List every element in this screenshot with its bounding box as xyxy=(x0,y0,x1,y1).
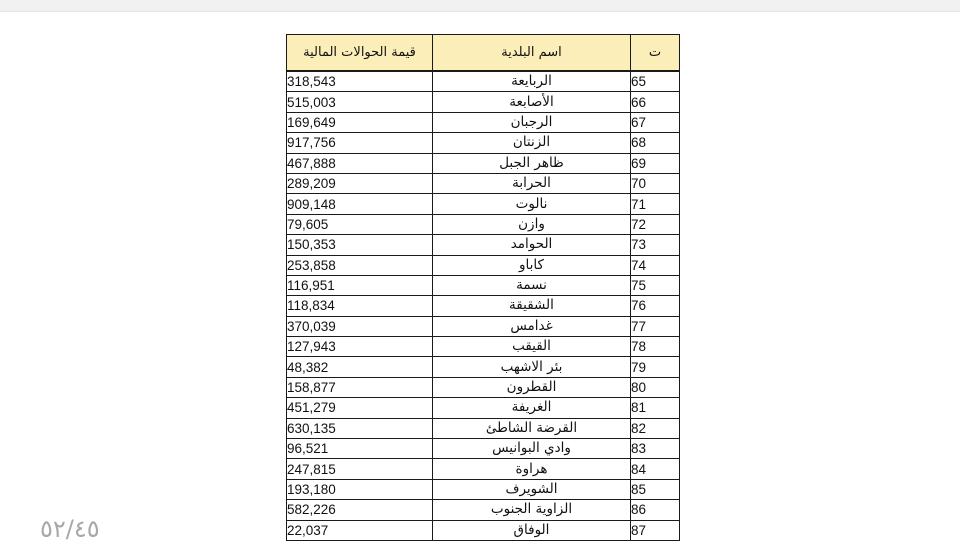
table-row xyxy=(287,520,680,540)
row-number-cell: 73 xyxy=(631,235,680,255)
municipality-name-cell: كاباو xyxy=(433,255,631,275)
transfer-value-cell: 289,209 xyxy=(287,173,433,193)
table-row xyxy=(287,316,680,336)
row-number-cell: 84 xyxy=(631,459,680,479)
table-row xyxy=(287,275,680,295)
header-transfer-value: قيمة الحوالات المالية xyxy=(287,35,433,72)
row-number-cell: 66 xyxy=(631,92,680,112)
transfers-table xyxy=(286,34,680,541)
transfer-value-cell: 79,605 xyxy=(287,214,433,234)
row-number-cell: 76 xyxy=(631,296,680,316)
municipality-name-cell: الحرابة xyxy=(433,173,631,193)
row-number-cell: 72 xyxy=(631,214,680,234)
row-number-cell: 81 xyxy=(631,398,680,418)
transfer-value-cell: 630,135 xyxy=(287,418,433,438)
table-row xyxy=(287,71,680,92)
top-strip xyxy=(0,0,960,12)
transfer-value-cell: 22,037 xyxy=(287,520,433,540)
municipality-name-cell: الشويرف xyxy=(433,479,631,499)
municipality-name-cell: الربايعة xyxy=(433,71,631,92)
row-number-cell: 80 xyxy=(631,377,680,397)
table-row xyxy=(287,418,680,438)
municipality-name-cell: الحوامد xyxy=(433,235,631,255)
row-number-cell: 75 xyxy=(631,275,680,295)
transfer-value-cell: 150,353 xyxy=(287,235,433,255)
municipality-name-cell: الشقيقة xyxy=(433,296,631,316)
table-row xyxy=(287,235,680,255)
municipality-name-cell: الأصابعة xyxy=(433,92,631,112)
table-row xyxy=(287,255,680,275)
table-row xyxy=(287,173,680,193)
row-number-cell: 67 xyxy=(631,112,680,132)
transfer-value-cell: 253,858 xyxy=(287,255,433,275)
row-number-cell: 82 xyxy=(631,418,680,438)
municipality-name-cell: وازن xyxy=(433,214,631,234)
municipality-name-cell: القرضة الشاطئ xyxy=(433,418,631,438)
transfer-value-cell: 127,943 xyxy=(287,337,433,357)
row-number-cell: 86 xyxy=(631,500,680,520)
transfer-value-cell: 917,756 xyxy=(287,133,433,153)
row-number-cell: 78 xyxy=(631,337,680,357)
header-municipality-name: اسم البلدية xyxy=(433,35,631,72)
row-number-cell: 69 xyxy=(631,153,680,173)
transfer-value-cell: 909,148 xyxy=(287,194,433,214)
row-number-cell: 71 xyxy=(631,194,680,214)
transfer-value-cell: 370,039 xyxy=(287,316,433,336)
table-row xyxy=(287,377,680,397)
row-number-cell: 85 xyxy=(631,479,680,499)
transfer-value-cell: 467,888 xyxy=(287,153,433,173)
transfer-value-cell: 193,180 xyxy=(287,479,433,499)
table-row xyxy=(287,459,680,479)
municipality-name-cell: الغريفة xyxy=(433,398,631,418)
municipality-name-cell: الوفاق xyxy=(433,520,631,540)
table-row xyxy=(287,112,680,132)
transfer-value-cell: 96,521 xyxy=(287,439,433,459)
transfer-value-cell: 451,279 xyxy=(287,398,433,418)
row-number-cell: 79 xyxy=(631,357,680,377)
transfer-value-cell: 118,834 xyxy=(287,296,433,316)
municipality-name-cell: بئر الاشهب xyxy=(433,357,631,377)
municipality-name-cell: القطرون xyxy=(433,377,631,397)
page-number: ٥٢/٤٥ xyxy=(40,515,100,543)
transfer-value-cell: 515,003 xyxy=(287,92,433,112)
table-row xyxy=(287,133,680,153)
table-row xyxy=(287,357,680,377)
table-row xyxy=(287,296,680,316)
municipality-name-cell: غدامس xyxy=(433,316,631,336)
transfer-value-cell: 169,649 xyxy=(287,112,433,132)
table-row xyxy=(287,153,680,173)
header-number: ت xyxy=(631,35,680,72)
row-number-cell: 83 xyxy=(631,439,680,459)
table-row xyxy=(287,194,680,214)
table-row xyxy=(287,214,680,234)
municipality-name-cell: الزاوية الجنوب xyxy=(433,500,631,520)
row-number-cell: 77 xyxy=(631,316,680,336)
municipality-name-cell: هراوة xyxy=(433,459,631,479)
transfer-value-cell: 48,382 xyxy=(287,357,433,377)
row-number-cell: 74 xyxy=(631,255,680,275)
municipality-name-cell: القيقب xyxy=(433,337,631,357)
municipality-name-cell: وادي البوانيس xyxy=(433,439,631,459)
table-row xyxy=(287,92,680,112)
municipality-name-cell: نسمة xyxy=(433,275,631,295)
transfer-value-cell: 158,877 xyxy=(287,377,433,397)
transfer-value-cell: 116,951 xyxy=(287,275,433,295)
table-body xyxy=(287,71,680,540)
row-number-cell: 87 xyxy=(631,520,680,540)
municipality-name-cell: نالوت xyxy=(433,194,631,214)
municipality-name-cell: الزنتان xyxy=(433,133,631,153)
table-row xyxy=(287,337,680,357)
transfer-value-cell: 582,226 xyxy=(287,500,433,520)
transfer-value-cell: 318,543 xyxy=(287,71,433,92)
table-row xyxy=(287,479,680,499)
municipality-name-cell: ظاهر الجبل xyxy=(433,153,631,173)
transfer-value-cell: 247,815 xyxy=(287,459,433,479)
table-row xyxy=(287,500,680,520)
municipality-name-cell: الرجبان xyxy=(433,112,631,132)
table-row xyxy=(287,398,680,418)
row-number-cell: 65 xyxy=(631,71,680,92)
table-row xyxy=(287,439,680,459)
header-row xyxy=(287,35,680,72)
row-number-cell: 70 xyxy=(631,173,680,193)
row-number-cell: 68 xyxy=(631,133,680,153)
